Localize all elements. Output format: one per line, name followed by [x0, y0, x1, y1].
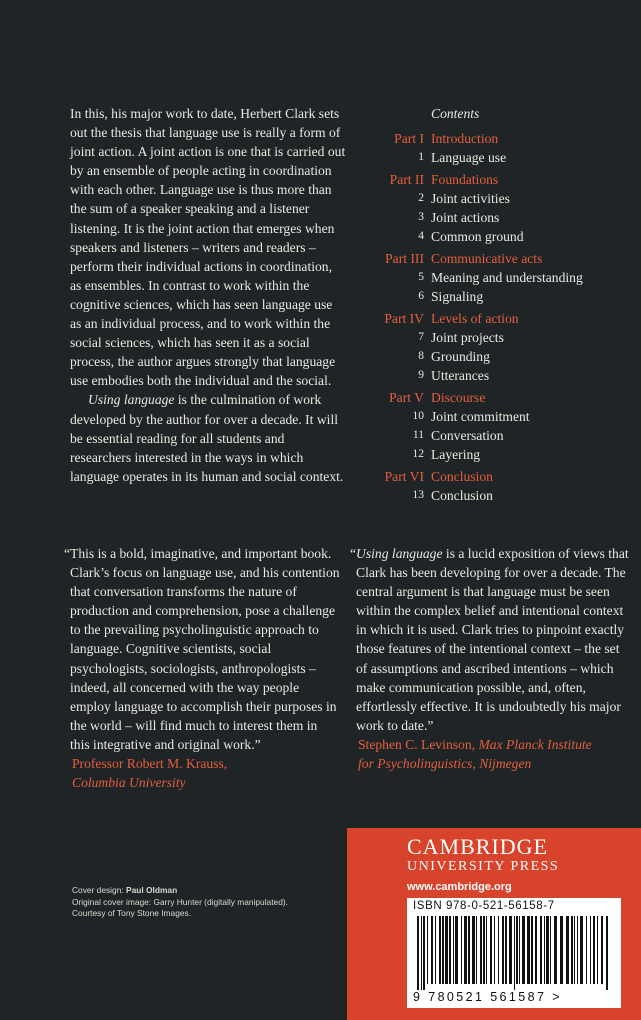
barcode-bar [505, 916, 507, 984]
barcode-bar [519, 916, 520, 984]
barcode-bar [546, 916, 549, 984]
barcode-bar [514, 916, 515, 990]
toc-chapter-number: 9 [418, 369, 424, 381]
quote-book-title: Using language [356, 546, 443, 561]
toc-chapter-number: 11 [412, 429, 424, 441]
barcode-bar [455, 916, 458, 984]
toc-chapter-title: Common ground [431, 229, 524, 244]
toc-part-row [378, 309, 623, 328]
toc-chapter-row [378, 148, 623, 167]
barcode-digits: 9 780521 561587 > [413, 990, 562, 1004]
toc-part-label: Part III [385, 251, 424, 266]
barcode-bar [472, 916, 475, 984]
barcode-bar [535, 916, 537, 984]
barcode-box [407, 898, 621, 1008]
cover-credits [72, 885, 288, 920]
toc-part-label: Part VI [384, 469, 424, 484]
publisher-panel [347, 828, 641, 1020]
design-label: Cover design: [72, 885, 126, 895]
barcode-bar [544, 916, 545, 984]
toc-chapter-row [378, 328, 623, 347]
barcode-bar [427, 916, 428, 984]
barcode-bar [494, 916, 495, 984]
barcode-bar [442, 916, 444, 984]
toc-part-label: Part V [389, 390, 424, 405]
toc-chapter-title: Joint projects [431, 330, 504, 345]
barcode-bar [540, 916, 542, 984]
barcode-bar [445, 916, 448, 984]
barcode-bar [574, 916, 575, 984]
toc-chapter-row [378, 486, 623, 505]
barcode-bar [468, 916, 470, 984]
toc-chapter-number: 2 [418, 192, 424, 204]
quote-author-line [358, 735, 630, 754]
quote-open-mark: “ [350, 546, 357, 561]
toc-chapter-number: 4 [418, 230, 424, 242]
toc-part-title: Introduction [431, 131, 499, 146]
toc-part-title: Foundations [431, 172, 499, 187]
image-credit-2: Courtesy of Tony Stone Images. [72, 908, 192, 918]
barcode-bar [490, 916, 492, 984]
quote-attribution [64, 754, 340, 792]
barcode-bars [417, 916, 611, 990]
toc-chapter-number: 3 [418, 211, 424, 223]
barcode-bar [431, 916, 433, 984]
toc-part-row [378, 388, 623, 407]
toc-chapter-number: 8 [418, 350, 424, 362]
table-of-contents [378, 104, 623, 508]
barcode-bar [417, 916, 419, 990]
barcode-bar [527, 916, 530, 984]
toc-chapter-title: Joint commitment [431, 409, 530, 424]
toc-chapter-title: Utterances [431, 368, 490, 383]
barcode-bar [509, 916, 512, 984]
toc-part-title: Levels of action [431, 311, 519, 326]
toc-part-title: Conclusion [431, 469, 493, 484]
toc-chapter-number: 1 [418, 151, 424, 163]
contents-heading: Contents [431, 106, 480, 121]
toc-part-title: Communicative acts [431, 251, 543, 266]
toc-chapter-title: Joint actions [431, 210, 500, 225]
barcode-bar [476, 916, 477, 984]
barcode-bar [464, 916, 467, 984]
toc-part-row [378, 467, 623, 486]
barcode-bar [453, 916, 454, 984]
barcode-bar [566, 916, 569, 984]
barcode-bar [550, 916, 551, 984]
barcode-bar [461, 916, 462, 984]
barcode-bar [554, 916, 557, 984]
barcode-bar [483, 916, 485, 984]
barcode-bar [421, 916, 422, 990]
toc-chapter-row [378, 189, 623, 208]
description-paragraph-2 [70, 390, 346, 485]
toc-part-row [378, 249, 623, 268]
quote-author: Professor Robert M. Krauss, [72, 756, 228, 772]
barcode-bar [449, 916, 451, 984]
toc-chapter-row [378, 208, 623, 227]
toc-chapter-number: 10 [412, 410, 424, 422]
isbn-text: ISBN 978-0-521-56158-7 [413, 900, 555, 912]
barcode-bar [590, 916, 591, 984]
toc-chapter-title: Meaning and understanding [431, 270, 583, 285]
toc-part-row [378, 170, 623, 189]
barcode-bar [516, 916, 518, 984]
quote-affiliation: Columbia University [72, 775, 186, 791]
publisher-website: www.cambridge.org [407, 881, 512, 893]
toc-chapter-row [378, 366, 623, 385]
designer-name: Paul Oldman [126, 885, 178, 895]
toc-part-label: Part IV [384, 311, 424, 326]
toc-chapter-title: Layering [431, 447, 481, 462]
barcode-bar [435, 916, 436, 984]
publisher-press: UNIVERSITY PRESS [407, 859, 560, 874]
review-quote-levinson [350, 544, 630, 773]
toc-chapter-number: 13 [412, 489, 424, 501]
description-paragraph-1: In this, his major work to date, Herbert Clark sets out the thesis that language use is really a form of joint action. A joint action is one that is carried out by an ensemble of people acting in coordination with each other. Language use is thus more than the sum of a speaker speaking and a listener listening. It is the joint action that emerges when speakers and listeners – writers and readers – perform their individual actions in coordination, as ensembles. In contrast to work within the cognitive sciences, which has seen language use as an individual process, and to work within the social sciences, which has seen it as a social process, the author argues strongly that language use embodies both the individual and the social. [70, 106, 346, 389]
barcode-bar [423, 916, 425, 990]
design-credit [72, 885, 288, 897]
barcode-bar [597, 916, 598, 984]
barcode-bar [593, 916, 595, 984]
quote-body: is a lucid exposition of views that Clark has been developing for over a decade. The central argument is that language must be seen within the complex belief and intentional context in which it is used. Clark tries to pinpoint exactly those features of the intentional context – the set of assumptions and ascribed intentions – which make communication possible, and, often, effortlessly effective. It is undoubtedly his major work to date.” [356, 546, 629, 733]
toc-chapter-row [378, 407, 623, 426]
barcode-bar [439, 916, 441, 984]
image-credit-1: Original cover image: Garry Hunter (digitally manipulated). [72, 896, 288, 907]
toc-chapter-row [378, 445, 623, 464]
quote-affiliation-2: for Psycholinguistics, Nijmegen [358, 756, 532, 772]
toc-chapter-row [378, 268, 623, 287]
toc-chapter-number: 5 [418, 271, 424, 283]
barcode-bar [480, 916, 482, 984]
toc-chapter-title: Conclusion [431, 488, 493, 503]
toc-chapter-title: Conversation [431, 428, 504, 443]
toc-chapter-title: Language use [431, 150, 507, 165]
barcode-bar [606, 916, 608, 990]
publisher-name: CAMBRIDGE [407, 834, 549, 859]
barcode-bar [498, 916, 499, 984]
quote-attribution [350, 735, 630, 773]
book-description [70, 104, 346, 486]
toc-chapter-row [378, 227, 623, 246]
toc-chapter-number: 7 [418, 331, 424, 343]
toc-chapter-title: Signaling [431, 289, 484, 304]
barcode-bar [531, 916, 533, 984]
barcode-bar [571, 916, 573, 984]
toc-chapter-row [378, 426, 623, 445]
description-paragraph-2-text: is the culmination of work developed by the author for over a decade. It will be essential reading for all students and researchers interested in the ways in which language operates in its human and social context. [70, 392, 344, 484]
toc-chapter-row [378, 347, 623, 366]
review-quote-krauss [64, 544, 340, 792]
toc-list [378, 129, 623, 508]
barcode-bar [577, 916, 578, 984]
toc-chapter-row [378, 287, 623, 306]
barcode-bar [522, 916, 525, 984]
toc-chapter-number: 6 [418, 290, 424, 302]
barcode-bar [601, 916, 603, 984]
quote-text: “This is a bold, imaginative, and important book. Clark’s focus on language use, and his contention that conversation transforms the nature of production and comprehension, pose a challenge to the prevailing psycholinguistic approach to language. Cognitive scientists, social psychologists, sociologists, anthropologists – indeed, all concerned with the way people employ language to accomplish their purposes in the world – will find much to interest them in this integrative and original work.” [64, 546, 340, 752]
barcode-bar [586, 916, 587, 984]
toc-chapter-number: 12 [412, 448, 424, 460]
toc-chapter-title: Joint activities [431, 191, 510, 206]
barcode-bar [486, 916, 487, 984]
toc-part-title: Discourse [431, 390, 486, 405]
book-title-italic: Using language [88, 392, 175, 408]
barcode-bar [580, 916, 583, 984]
quote-text [350, 544, 630, 735]
barcode-bar [502, 916, 504, 984]
toc-part-row [378, 129, 623, 148]
quote-author: Stephen C. Levinson, [358, 736, 476, 752]
barcode-bar [560, 916, 563, 984]
toc-part-label: Part I [394, 131, 424, 146]
quote-affiliation-1: Max Planck Institute [478, 736, 592, 752]
toc-chapter-title: Grounding [431, 349, 490, 364]
toc-part-label: Part II [389, 172, 424, 187]
